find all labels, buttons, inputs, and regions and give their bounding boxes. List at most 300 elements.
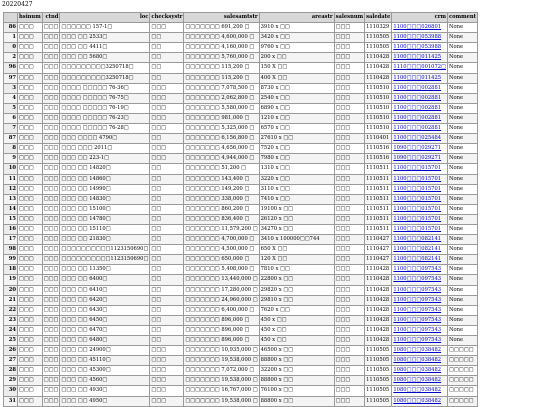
salesamtstr-cell: □□□□□□□ 4,500,000 □ [184,245,259,255]
checksystr-cell: □□□ [150,356,184,366]
crm-link[interactable]: 1100□□□002881 [392,83,448,93]
salesnum-cell: □□□ [334,23,365,33]
index-cell: 14 [4,204,18,214]
salesamtstr-cell: □□□□□□□ 4,160,000 □ [184,43,259,53]
salesnum-cell: □□□ [334,396,365,406]
hsinum-cell: □□□ [18,33,43,43]
areastr-cell: 46500 x □□ [259,346,334,356]
areastr-cell: 6570 x □□ [259,124,334,134]
hsinum-cell: □□□ [18,73,43,83]
loc-cell: □□□□ □□□□□ 76-75□ [60,93,150,103]
ctnd-cell: □□□ [42,295,60,305]
checksystr-cell: □□ [150,235,184,245]
loc-cell: □□□ □□ 6410□ [60,285,150,295]
comment-cell: None [448,33,478,43]
loc-cell: □□□□ □□□□□ 76-23□ [60,113,150,123]
ctnd-cell: □□□ [42,366,60,376]
areastr-cell: 88800 x □□ [259,356,334,366]
checksystr-cell: □□□ [150,386,184,396]
salesamtstr-cell: □□□□□□□ 5,408,000 □ [184,265,259,275]
ctnd-cell: □□□ [42,204,60,214]
checksystr-cell: □□ [150,43,184,53]
loc-cell: □□□ □□ 14860□ [60,174,150,184]
checksystr-cell: □□□ [150,396,184,406]
loc-cell: □□□ □□ 11350□ [60,265,150,275]
comment-cell: None [448,235,478,245]
ctnd-cell: □□□ [42,396,60,406]
index-cell: 20 [4,285,18,295]
saledate-cell: 1110516 [365,154,392,164]
saledate-cell: 1110401 [365,134,392,144]
comment-cell: □□□□□ [448,396,478,406]
saledate-cell: 1110510 [365,103,392,113]
ctnd-cell: □□□ [42,154,60,164]
crm-link[interactable]: 1100□□□082141 [392,255,448,265]
index-cell: 0 [4,43,18,53]
loc-cell: □□□ □□ 14820□ [60,164,150,174]
areastr-cell: 3910 x □□ [259,23,334,33]
crm-link[interactable]: 1080□□□038482 [392,396,448,406]
saledate-cell: 1110505 [365,396,392,406]
ctnd-cell: □□□ [42,325,60,335]
saledate-cell: 1110428 [365,336,392,346]
comment-cell: None [448,325,478,335]
areastr-cell: 3410 x 100000□□744 [259,235,334,245]
index-cell: 19 [4,275,18,285]
areastr-header: areastr [259,13,334,23]
areastr-cell: 2540 x □□ [259,93,334,103]
loc-cell: □□□ □□ 6470□ [60,325,150,335]
salesnum-cell: □□□ [334,315,365,325]
hsinum-cell: □□□ [18,164,43,174]
saledate-cell: 1110505 [365,33,392,43]
areastr-cell: 88800 x □□ [259,396,334,406]
hsinum-cell: □□□ [18,23,43,33]
crm-link[interactable]: 1100□□□025484 [392,134,448,144]
crm-link[interactable]: 1080□□□038482 [392,376,448,386]
loc-cell: □□□ □□ 5680□ [60,53,150,63]
crm-link[interactable]: 1100□□□011425 [392,53,448,63]
checksystr-cell: □□□ [150,144,184,154]
table-row [4,315,478,325]
index-cell: 13 [4,194,18,204]
loc-cell: □□□□□□□□□3250718□ [60,63,150,73]
salesnum-cell: □□□ [334,295,365,305]
ctnd-cell: □□□ [42,83,60,93]
salesamtstr-cell: □□□□□□□ 836,400 □ [184,214,259,224]
salesamtstr-cell: □□□□□□□ 19,538,000 □ [184,356,259,366]
index-cell: 98 [4,245,18,255]
hsinum-cell: □□□ [18,214,43,224]
saledate-cell: 1110505 [365,356,392,366]
comment-cell: None [448,336,478,346]
loc-cell: □□□ □□ 223-1□ [60,154,150,164]
crm-link[interactable]: 1080□□□038482 [392,366,448,376]
areastr-cell: 450 x □□ [259,325,334,335]
salesamtstr-cell: □□□□□□□ 11,579,200 □ [184,224,259,234]
ctnd-cell: □□□ [42,265,60,275]
hsinum-cell: □□□ [18,295,43,305]
checksystr-cell: □□ [150,33,184,43]
hsinum-cell: □□□ [18,184,43,194]
ctnd-cell: □□□ [42,63,60,73]
comment-cell: None [448,93,478,103]
checksystr-cell: □□ [150,73,184,83]
ctnd-cell: □□□ [42,174,60,184]
areastr-cell: 120 X □□ [259,255,334,265]
loc-cell: □□□ □□□□ 4790□ [60,134,150,144]
saledate-cell: 1110510 [365,93,392,103]
areastr-cell: 1310 x □□ [259,164,334,174]
areastr-cell: 150 X □□ [259,63,334,73]
comment-cell: None [448,103,478,113]
areastr-cell: 29810 x □□ [259,295,334,305]
table-row [4,53,478,63]
crm-link[interactable]: 1100□□□002881 [392,113,448,123]
salesamtstr-cell: □□□□□□□ 4,656,000 □ [184,144,259,154]
salesnum-cell: □□□ [334,63,365,73]
hsinum-cell: □□□ [18,93,43,103]
salesnum-cell: □□□ [334,184,365,194]
table-row [4,83,478,93]
areastr-cell: 7810 x □□ [259,265,334,275]
saledate-cell: 1110511 [365,204,392,214]
salesnum-cell: □□□ [334,255,365,265]
table-row [4,255,478,265]
salesamtstr-cell: □□□□□□□ 19,538,000 □ [184,396,259,406]
comment-cell: None [448,285,478,295]
index-cell: 8 [4,144,18,154]
hsinum-cell: □□□ [18,315,43,325]
table-body [4,23,478,407]
table-row [4,93,478,103]
index-cell: 15 [4,214,18,224]
salesamtstr-cell: □□□□□□□ 115,200 □ [184,73,259,83]
index-cell: 16 [4,224,18,234]
comment-cell: None [448,113,478,123]
loc-cell: □□□ □□ 45300□ [60,366,150,376]
ctnd-cell: □□□ [42,144,60,154]
salesamtstr-cell: □□□□□□□ 650,000 □ [184,255,259,265]
crm-link[interactable]: 1100□□□097543 [392,275,448,285]
hsinum-cell: □□□ [18,376,43,386]
table-header-row [4,13,478,23]
hsinum-cell: □□□ [18,275,43,285]
checksystr-cell: □□ [150,194,184,204]
areastr-cell: 32200 x □□ [259,366,334,376]
areastr-cell: 9760 x □□ [259,43,334,53]
salesnum-cell: □□□ [334,93,365,103]
hsinum-header: hsinum [18,13,43,23]
table-row [4,325,478,335]
saledate-cell: 1110511 [365,174,392,184]
ctnd-cell: □□□ [42,73,60,83]
table-row [4,63,478,73]
loc-cell: □□□ □□ 4560□ [60,376,150,386]
crm-link[interactable]: 1100□□□097543 [392,325,448,335]
table-row [4,204,478,214]
crm-header: crm [392,13,448,23]
checksystr-cell: □□ [150,305,184,315]
saledate-cell: 1110427 [365,255,392,265]
hsinum-cell: □□□ [18,325,43,335]
salesamtstr-cell: □□□□□□□ 896,000 □ [184,325,259,335]
areastr-cell: 1210 x □□ [259,113,334,123]
crm-link[interactable]: 1100□□□097543 [392,336,448,346]
saledate-cell: 1110511 [365,184,392,194]
comment-cell: None [448,124,478,134]
areastr-cell: 8730 x □□ [259,83,334,93]
hsinum-cell: □□□ [18,83,43,93]
ctnd-cell: □□□ [42,224,60,234]
hsinum-cell: □□□ [18,204,43,214]
comment-cell: None [448,174,478,184]
crm-link[interactable]: 1080□□□038482 [392,356,448,366]
comment-cell: None [448,53,478,63]
salesamtstr-cell: □□□□□□□ 981,000 □ [184,113,259,123]
ctnd-cell: □□□ [42,184,60,194]
crm-link[interactable]: 1080□□□038482 [392,346,448,356]
saledate-cell: 1110511 [365,214,392,224]
areastr-cell: 26120 x □□ [259,214,334,224]
checksystr-cell: □□ [150,265,184,275]
salesnum-cell: □□□ [334,204,365,214]
index-cell: 7 [4,124,18,134]
ctnd-cell: □□□ [42,43,60,53]
loc-cell: □□□□□□□□□□1123150690□ [60,255,150,265]
ctnd-cell: □□□ [42,376,60,386]
crm-link[interactable]: 1100□□□015701 [392,164,448,174]
table-row [4,154,478,164]
table-row [4,295,478,305]
hsinum-cell: □□□ [18,265,43,275]
ctnd-cell: □□□ [42,33,60,43]
salesamtstr-cell: □□□□□□□ 115,200 □ [184,63,259,73]
checksystr-cell: □□ [150,275,184,285]
page-title: 20220427 [2,1,33,8]
hsinum-cell: □□□ [18,174,43,184]
ctnd-cell: □□□ [42,255,60,265]
salesamtstr-header: salesamtstr [184,13,259,23]
ctnd-cell: □□□ [42,214,60,224]
table-row [4,214,478,224]
crm-link[interactable]: 1100□□□097543 [392,305,448,315]
salesamtstr-cell: □□□□□□□ 4,944,000 □ [184,154,259,164]
crm-link[interactable]: 1100□□□002881 [392,124,448,134]
hsinum-cell: □□□ [18,285,43,295]
index-cell: 9 [4,154,18,164]
salesamtstr-cell: □□□□□□□ 2,062,800 □ [184,93,259,103]
index-cell: 4 [4,93,18,103]
checksystr-cell: □□ [150,336,184,346]
areastr-cell: 650 X □□ [259,245,334,255]
loc-cell: □□□ □□□ 2011□ [60,144,150,154]
index-cell: 6 [4,113,18,123]
comment-cell: None [448,255,478,265]
comment-cell: None [448,63,478,73]
crm-link[interactable]: 1100□□□053988 [392,43,448,53]
comment-cell: □□□□□ [448,386,478,396]
crm-link[interactable]: 1080□□□038482 [392,386,448,396]
ctnd-cell: □□□ [42,386,60,396]
crm-link[interactable]: 1100□□□097543 [392,285,448,295]
salesnum-cell: □□□ [334,325,365,335]
loc-cell: □□□ □□ 6480□ [60,336,150,346]
hsinum-cell: □□□ [18,224,43,234]
index-cell: 18 [4,265,18,275]
crm-link[interactable]: 1110□□□001072□ [392,63,448,73]
table-row [4,124,478,134]
checksystr-cell: □□ [150,315,184,325]
loc-cell: □□□□□□□□□□1123150690□ [60,245,150,255]
salesamtstr-cell: □□□□□□□ 5,580,000 □ [184,103,259,113]
crm-link[interactable]: 1100□□□026801 [392,23,448,33]
salesamtstr-cell: □□□□□□□ 5,760,000 □ [184,53,259,63]
index-cell: 28 [4,366,18,376]
table-row [4,194,478,204]
index-header [4,13,18,23]
index-cell: 96 [4,63,18,73]
checksystr-cell: □□ [150,184,184,194]
crm-link[interactable]: 1100□□□082141 [392,235,448,245]
comment-cell: □□□□□ [448,376,478,386]
table-row [4,376,478,386]
comment-cell: None [448,204,478,214]
crm-link[interactable]: 1100□□□097543 [392,315,448,325]
crm-link[interactable]: 1100□□□011425 [392,73,448,83]
hsinum-cell: □□□ [18,235,43,245]
checksystr-cell: □□ [150,285,184,295]
salesamtstr-cell: □□□□□□□ 4,600,000 □ [184,33,259,43]
salesamtstr-cell: □□□□□□□ 896,000 □ [184,315,259,325]
comment-cell: None [448,154,478,164]
checksystr-cell: □□ [150,174,184,184]
areastr-cell: 19100 x □□ [259,204,334,214]
salesamtstr-cell: □□□□□□□ 7,072,000 □ [184,366,259,376]
comment-cell: None [448,315,478,325]
comment-cell: None [448,144,478,154]
crm-link[interactable]: 1100□□□015701 [392,204,448,214]
index-cell: 21 [4,295,18,305]
areastr-cell: 7620 x □□ [259,305,334,315]
crm-link[interactable]: 1100□□□097543 [392,295,448,305]
hsinum-cell: □□□ [18,43,43,53]
loc-cell: □□□ □□ 14830□ [60,194,150,204]
salesnum-cell: □□□ [334,224,365,234]
loc-cell: □□□□□□□□□3250718□ [60,73,150,83]
loc-cell: □□□ □□ 45110□ [60,356,150,366]
hsinum-cell: □□□ [18,154,43,164]
index-cell: 99 [4,255,18,265]
crm-link[interactable]: 1100□□□082141 [392,245,448,255]
crm-link[interactable]: 1100□□□015701 [392,184,448,194]
ctnd-cell: □□□ [42,356,60,366]
crm-link[interactable]: 1100□□□015701 [392,174,448,184]
loc-cell: □□□□ □□□□□ 76-28□ [60,124,150,134]
saledate-cell: 1110428 [365,53,392,63]
table-row [4,73,478,83]
areastr-cell: 200 x □□ [259,53,334,63]
salesamtstr-cell: □□□□□□□ 19,538,000 □ [184,376,259,386]
checksystr-cell: □□ [150,245,184,255]
ctnd-cell: □□□ [42,113,60,123]
salesnum-cell: □□□ [334,154,365,164]
loc-cell: □□□ □□ 6450□ [60,315,150,325]
hsinum-cell: □□□ [18,396,43,406]
table-row [4,33,478,43]
table-row [4,134,478,144]
comment-cell: None [448,43,478,53]
index-cell: 25 [4,336,18,346]
crm-link[interactable]: 1100□□□097543 [392,265,448,275]
loc-cell: □□□ □□ 4411□ [60,43,150,53]
salesnum-cell: □□□ [334,43,365,53]
checksystr-cell: □□ [150,214,184,224]
loc-cell: □□□ □□ 6430□ [60,305,150,315]
ctnd-header: ctnd [42,13,60,23]
areastr-cell: 22800 x □□ [259,275,334,285]
saledate-cell: 1110510 [365,113,392,123]
salesnum-cell: □□□ [334,33,365,43]
crm-link[interactable]: 1100□□□053988 [392,33,448,43]
areastr-cell: 450 x □□ [259,336,334,346]
table-row [4,305,478,315]
comment-cell: None [448,164,478,174]
loc-header: loc [60,13,150,23]
table-row [4,285,478,295]
comment-cell: None [448,305,478,315]
crm-link[interactable]: 1100□□□015701 [392,224,448,234]
crm-link[interactable]: 1100□□□002881 [392,103,448,113]
loc-cell: □□□□ □□□□□ 76-19□ [60,103,150,113]
comment-cell: □□□□□ [448,356,478,366]
saledate-cell: 1110329 [365,23,392,33]
salesnum-cell: □□□ [334,356,365,366]
saledate-cell: 1110428 [365,275,392,285]
saledate-header: saledate [365,13,392,23]
crm-link[interactable]: 1090□□□029271 [392,154,448,164]
checksystr-cell: □□ [150,325,184,335]
areastr-cell: 76100 x □□ [259,386,334,396]
checksystr-cell: □□□ [150,124,184,134]
index-cell: 30 [4,386,18,396]
crm-link[interactable]: 1090□□□029271 [392,144,448,154]
crm-link[interactable]: 1100□□□015701 [392,194,448,204]
loc-cell: □□□ □□ 15100□ [60,204,150,214]
saledate-cell: 1110505 [365,43,392,53]
comment-cell: None [448,194,478,204]
index-cell: 24 [4,325,18,335]
salesnum-cell: □□□ [334,124,365,134]
hsinum-cell: □□□ [18,144,43,154]
saledate-cell: 1110428 [365,73,392,83]
salesnum-cell: □□□ [334,376,365,386]
saledate-cell: 1110505 [365,376,392,386]
table-row [4,174,478,184]
comment-cell: □□□□□ [448,366,478,376]
saledate-cell: 1110510 [365,124,392,134]
salesnum-cell: □□□ [334,214,365,224]
hsinum-cell: □□□ [18,63,43,73]
data-table [3,12,478,407]
saledate-cell: 1110428 [365,325,392,335]
ctnd-cell: □□□ [42,275,60,285]
salesnum-cell: □□□ [334,53,365,63]
crm-link[interactable]: 1100□□□015701 [392,214,448,224]
crm-link[interactable]: 1100□□□002881 [392,93,448,103]
salesamtstr-cell: □□□□□□□ 896,000 □ [184,336,259,346]
hsinum-cell: □□□ [18,255,43,265]
